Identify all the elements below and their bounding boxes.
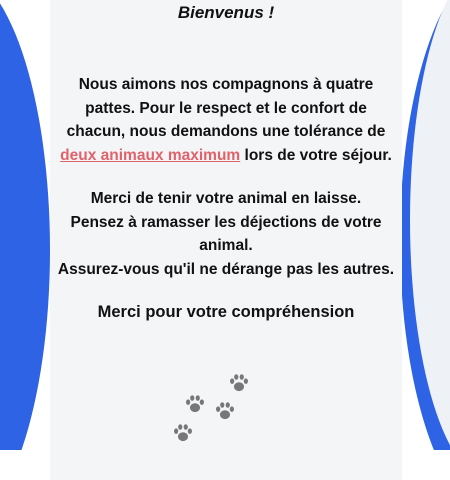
paw-print-icon xyxy=(214,400,236,422)
body-line-2: pattes. Pour le respect et le confort de xyxy=(85,99,367,117)
pet-limit-highlight: deux animaux maximum xyxy=(60,146,241,164)
body-line-1: Nous aimons nos compagnons à quatre xyxy=(78,76,374,93)
body-line-3: chacun, nous demandons une tolérance de xyxy=(66,123,386,140)
body-line-4-rest: lors de votre séjour. xyxy=(240,146,392,164)
body-line-4 xyxy=(50,144,402,168)
thanks-message: Merci pour votre compréhension xyxy=(97,303,355,321)
notice-body xyxy=(50,73,402,281)
paragraph-gap xyxy=(50,167,402,187)
body-line-6: Pensez à ramasser les déjections de votre xyxy=(70,213,382,231)
title-line-2: Bienvenus ! xyxy=(177,3,275,22)
left-blue-shape xyxy=(0,0,50,450)
body-line-7: animal. xyxy=(199,237,253,254)
notice-card xyxy=(50,0,402,480)
paw-print-icon xyxy=(228,372,250,394)
body-line-8: Assurez-vous qu'il ne dérange pas les autres. xyxy=(57,260,395,278)
paw-print-icon xyxy=(172,422,194,444)
body-line-5: Merci de tenir votre animal en laisse. xyxy=(90,190,362,207)
paw-print-icon xyxy=(184,393,206,415)
notice-title xyxy=(50,0,402,26)
